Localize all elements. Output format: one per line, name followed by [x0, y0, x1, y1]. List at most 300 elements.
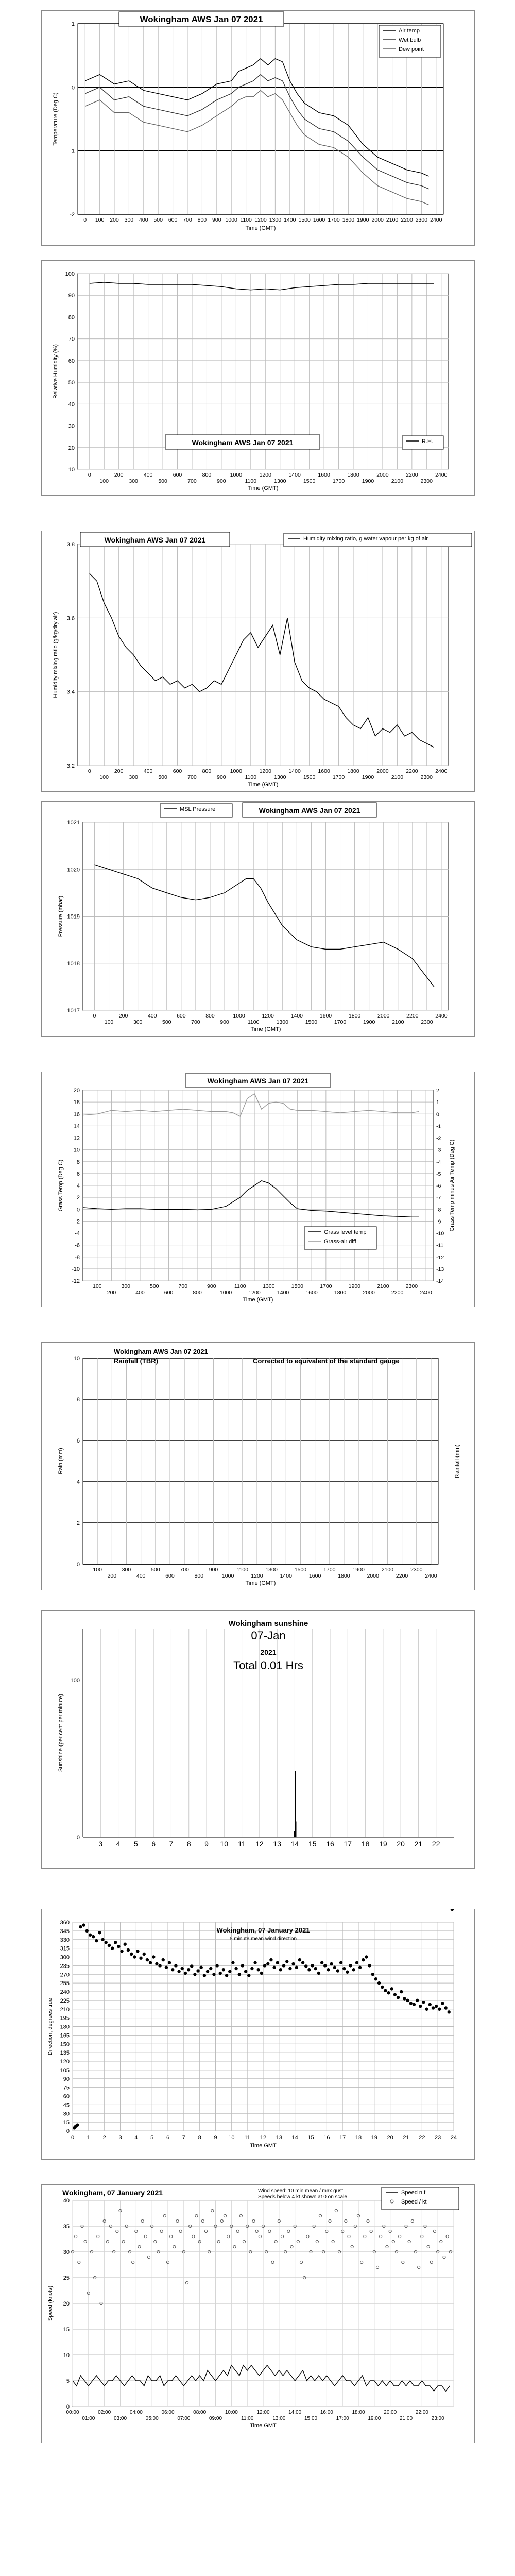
series-line-0: [83, 1181, 419, 1217]
direction-point: [397, 1996, 400, 1999]
x-tick-label: 400: [147, 1013, 157, 1019]
x-tick-label: 02:00: [98, 2410, 111, 2415]
mixing-ratio-chart-panel: [41, 531, 475, 792]
legend-label: Grass level temp: [324, 1229, 367, 1235]
gust-point: [418, 2266, 420, 2268]
x-tick-label: 20:00: [384, 2410, 397, 2415]
direction-point: [212, 1973, 215, 1976]
chart-title: Wokingham sunshine: [228, 1619, 308, 1628]
direction-point: [247, 1974, 250, 1977]
x-tick-label: 1300: [263, 1283, 275, 1290]
y-tick-label: 315: [60, 1945, 70, 1952]
y-tick-label: 3.4: [66, 689, 75, 696]
sunshine-chart-panel: [41, 1610, 475, 1869]
gust-point: [84, 2240, 87, 2243]
gust-point: [173, 2245, 176, 2248]
y-tick-label: 30: [63, 2249, 70, 2256]
x-tick-label: 5: [150, 2134, 154, 2141]
x-tick-label: 1500: [298, 217, 311, 223]
x-tick-label: 23:00: [431, 2416, 444, 2421]
series-line-1: [85, 75, 428, 189]
y-tick-label: 15: [63, 2327, 70, 2333]
gust-point: [154, 2240, 157, 2243]
y-tick-label-right: -2: [436, 1135, 441, 1142]
legend-label: R.H.: [422, 438, 433, 445]
gust-point: [268, 2230, 271, 2232]
x-tick-label: 100: [95, 217, 105, 223]
x-tick-label: 600: [164, 1290, 174, 1296]
x-tick-label: 800: [202, 472, 212, 478]
direction-point: [285, 1960, 288, 1963]
x-tick-label: 13: [276, 2134, 282, 2141]
x-tick-label: 600: [177, 1013, 186, 1019]
direction-point: [111, 1946, 114, 1950]
gust-point: [274, 2240, 277, 2243]
direction-point: [196, 1969, 199, 1972]
x-tick-label: 19:00: [368, 2416, 381, 2421]
wind-speed-chart: [42, 2185, 474, 2443]
x-tick-label: 400: [136, 1573, 146, 1579]
x-tick-label: 1600: [305, 1290, 318, 1296]
gust-point: [122, 2240, 125, 2243]
y-tick-label: -10: [72, 1266, 80, 1273]
direction-point: [187, 1968, 190, 1971]
series-line-1: [83, 1094, 419, 1116]
x-tick-label: 0: [93, 1013, 96, 1019]
rainfall-chart: [42, 1343, 474, 1590]
gust-point: [360, 2261, 363, 2263]
direction-point: [105, 1941, 108, 1944]
direction-point: [250, 1967, 253, 1970]
x-tick-label: 500: [151, 1567, 160, 1573]
gust-point: [75, 2235, 77, 2238]
x-tick-label: 13: [273, 1840, 281, 1848]
y-axis-label: Rain (mm): [58, 1448, 64, 1475]
chart-title: Wokingham AWS Jan 07 2021: [140, 14, 263, 24]
x-tick-label: 3: [98, 1840, 103, 1848]
gust-point: [106, 2240, 109, 2243]
y-tick-label: 0: [76, 1835, 80, 1841]
x-tick-label: 17: [339, 2134, 346, 2141]
direction-point: [234, 1967, 237, 1970]
x-axis-label: Time (GMT): [250, 1026, 281, 1032]
series-line-0: [90, 282, 434, 290]
direction-point: [441, 2002, 444, 2005]
x-tick-label: 9: [214, 2134, 217, 2141]
gust-point: [116, 2230, 118, 2232]
x-tick-label: 06:00: [161, 2410, 175, 2415]
chart-note: Speeds below 4 kt shown at 0 on scale: [258, 2194, 347, 2200]
x-tick-label: 1700: [328, 217, 340, 223]
rainfall-chart-panel: [41, 1342, 475, 1590]
direction-point: [76, 2124, 79, 2127]
x-tick-label: 1600: [319, 1013, 332, 1019]
direction-point: [85, 1929, 89, 1933]
x-tick-label: 1700: [323, 1567, 336, 1573]
y-tick-label: 1018: [67, 960, 80, 967]
y-tick-label: 2: [76, 1520, 80, 1527]
direction-point: [241, 1964, 244, 1967]
x-tick-label: 6: [166, 2134, 170, 2141]
y-tick-label: 1019: [67, 913, 80, 920]
direction-point: [158, 1964, 161, 1967]
x-tick-label: 1400: [290, 1013, 303, 1019]
y-tick-label: -12: [72, 1278, 80, 1284]
series-line-2: [85, 91, 428, 205]
gust-point: [233, 2245, 236, 2248]
y-tick-label-right: 0: [436, 1111, 439, 1118]
direction-point: [355, 1961, 358, 1964]
x-tick-label: 15:00: [304, 2416, 318, 2421]
x-tick-label: 1500: [303, 774, 316, 781]
y-tick-label: -6: [75, 1242, 80, 1249]
direction-point: [384, 1989, 387, 1992]
x-axis-label: Time (GMT): [243, 1297, 273, 1303]
x-tick-label: 14: [290, 1840, 299, 1848]
direction-point: [149, 1961, 152, 1964]
y-tick-label-right: -4: [436, 1159, 441, 1165]
y-tick-label: 50: [68, 380, 75, 386]
y-tick-label: 1: [71, 21, 75, 27]
gust-point: [239, 2214, 242, 2217]
gust-point: [255, 2230, 258, 2232]
gust-point: [408, 2240, 410, 2243]
direction-point: [358, 1966, 362, 1969]
y-tick-label: 225: [60, 1997, 70, 2004]
y-tick-label: 285: [60, 1963, 70, 1970]
x-tick-label: 04:00: [129, 2410, 143, 2415]
direction-point: [143, 1953, 146, 1956]
y-tick-label-right: -12: [436, 1254, 444, 1261]
gust-point: [367, 2219, 369, 2222]
y-tick-label: 45: [63, 2102, 70, 2109]
x-tick-label: 1800: [338, 1573, 350, 1579]
gust-point: [224, 2214, 226, 2217]
direction-point: [416, 1999, 419, 2002]
direction-point: [362, 1958, 365, 1961]
x-tick-label: 1000: [230, 472, 243, 478]
x-tick-label: 2: [102, 2134, 106, 2141]
direction-point: [263, 1964, 266, 1967]
x-tick-label: 24: [450, 2134, 457, 2141]
x-tick-label: 2000: [371, 217, 384, 223]
x-tick-label: 1400: [277, 1290, 289, 1296]
x-tick-label: 1200: [262, 1013, 274, 1019]
chart-subtitle: Rainfall (TBR): [114, 1357, 158, 1365]
x-tick-label: 2100: [391, 478, 404, 484]
x-tick-label: 2000: [376, 472, 389, 478]
direction-point: [139, 1957, 142, 1960]
direction-point: [320, 1961, 323, 1964]
direction-point: [165, 1966, 168, 1969]
legend-label: Grass-air diff: [324, 1239, 356, 1245]
direction-point: [124, 1943, 127, 1946]
x-tick-label: 2300: [415, 217, 428, 223]
x-tick-label: 1700: [334, 1019, 347, 1025]
x-tick-label: 500: [150, 1283, 159, 1290]
x-axis-label: Time GMT: [250, 2422, 277, 2429]
direction-point: [342, 1967, 346, 1970]
y-tick-label-right: -5: [436, 1171, 441, 1177]
x-tick-label: 2000: [376, 768, 389, 774]
y-tick-label: 0: [66, 2128, 70, 2134]
direction-point: [184, 1972, 187, 1975]
x-tick-label: 2200: [406, 472, 418, 478]
y-axis-label: Pressure (mbar): [58, 895, 64, 937]
chart-note: Corrected to equivalent of the standard gauge: [253, 1357, 400, 1365]
x-tick-label: 700: [191, 1019, 200, 1025]
x-tick-label: 600: [173, 768, 182, 774]
x-tick-label: 200: [110, 217, 119, 223]
direction-point: [89, 1934, 92, 1937]
x-tick-label: 20: [397, 1840, 405, 1848]
direction-point: [200, 1966, 203, 1969]
gust-point: [97, 2235, 99, 2238]
wind-speed-chart-panel: [41, 2184, 475, 2443]
direction-point: [298, 1958, 301, 1961]
y-tick-label: 1021: [67, 820, 80, 826]
direction-point: [368, 1964, 371, 1967]
grass-temp-chart: [42, 1072, 474, 1307]
y-tick-label: 35: [63, 2224, 70, 2230]
x-tick-label: 1600: [313, 217, 325, 223]
x-tick-label: 7: [182, 2134, 185, 2141]
x-tick-label: 900: [220, 1019, 229, 1025]
y-tick-label: 30: [68, 423, 75, 430]
x-tick-label: 18:00: [352, 2410, 365, 2415]
direction-point: [101, 1938, 104, 1941]
x-tick-label: 1500: [305, 1019, 318, 1025]
direction-point: [438, 2008, 441, 2011]
gust-point: [271, 2261, 274, 2263]
x-tick-label: 0: [71, 2134, 75, 2141]
y-tick-label: 4: [76, 1183, 80, 1189]
direction-point: [393, 1993, 397, 1996]
gust-point: [192, 2235, 195, 2238]
gust-point: [170, 2235, 173, 2238]
y-tick-label: 10: [68, 467, 75, 473]
gust-point: [348, 2235, 350, 2238]
direction-point: [327, 1968, 330, 1971]
y-tick-label-right: 2: [436, 1088, 439, 1094]
direction-point: [333, 1966, 336, 1969]
x-tick-label: 1300: [265, 1567, 278, 1573]
direction-point: [400, 1990, 403, 1993]
x-tick-label: 1200: [251, 1573, 263, 1579]
x-tick-label: 800: [193, 1290, 202, 1296]
legend-label: Speed / kt: [401, 2199, 427, 2205]
x-tick-label: 16: [323, 2134, 330, 2141]
gust-point: [386, 2245, 388, 2248]
direction-point: [114, 1941, 117, 1944]
y-tick-label: 240: [60, 1989, 70, 1995]
humidity-chart: [42, 261, 474, 495]
direction-point: [272, 1966, 276, 1969]
y-tick-label: 3.2: [66, 763, 75, 769]
x-tick-label: 500: [153, 217, 163, 223]
direction-point: [365, 1955, 368, 1958]
chart-title: Wokingham AWS Jan 07 2021: [207, 1077, 309, 1085]
y-tick-label: 20: [73, 1088, 80, 1094]
wind-direction-chart-panel: [41, 1909, 475, 2160]
y-tick-label: 1020: [67, 867, 80, 873]
direction-point: [276, 1961, 279, 1964]
direction-point: [419, 2005, 422, 2008]
x-tick-label: 9: [204, 1840, 209, 1848]
x-tick-label: 2300: [420, 478, 433, 484]
y-tick-label: 90: [68, 293, 75, 299]
direction-point: [181, 1967, 184, 1970]
x-tick-label: 1700: [332, 774, 345, 781]
direction-point: [108, 1944, 111, 1947]
y-tick-label-right: -6: [436, 1183, 441, 1189]
y-tick-label: 180: [60, 2024, 70, 2030]
x-tick-label: 100: [93, 1567, 102, 1573]
x-tick-label: 2200: [401, 217, 413, 223]
x-tick-label: 5: [133, 1840, 138, 1848]
x-tick-label: 10:00: [225, 2410, 238, 2415]
direction-point: [381, 1986, 384, 1989]
direction-point: [323, 1964, 327, 1967]
direction-point: [444, 2006, 447, 2009]
y-tick-label-right: -11: [436, 1242, 444, 1249]
gust-point: [78, 2261, 80, 2263]
x-tick-label: 500: [162, 1019, 171, 1025]
x-tick-label: 800: [205, 1013, 215, 1019]
y-tick-label: 20: [63, 2301, 70, 2307]
x-tick-label: 1400: [288, 768, 301, 774]
series-line-0: [95, 865, 434, 987]
direction-point: [291, 1962, 295, 1965]
temperature-chart: [42, 11, 474, 245]
direction-point: [330, 1962, 333, 1965]
y-tick-label-right: -1: [436, 1123, 441, 1130]
direction-point: [295, 1966, 298, 1969]
x-tick-label: 700: [183, 217, 192, 223]
y-tick-label: 14: [73, 1123, 80, 1130]
direction-point: [311, 1964, 314, 1967]
direction-point: [260, 1972, 263, 1975]
x-tick-label: 2200: [406, 1013, 419, 1019]
x-tick-label: 900: [217, 478, 226, 484]
gust-point: [179, 2230, 182, 2232]
humidity-chart-panel: [41, 260, 475, 496]
y-tick-label: 75: [63, 2084, 70, 2091]
x-tick-label: 22:00: [415, 2410, 428, 2415]
x-tick-label: 1700: [332, 478, 345, 484]
x-tick-label: 11:00: [241, 2416, 254, 2421]
x-tick-label: 18: [361, 1840, 370, 1848]
x-tick-label: 2200: [391, 1290, 404, 1296]
direction-point: [349, 1964, 352, 1967]
direction-point: [374, 1977, 377, 1980]
gust-point: [163, 2214, 166, 2217]
temperature-chart-panel: [41, 10, 475, 246]
x-tick-label: 09:00: [209, 2416, 222, 2421]
direction-point: [177, 1970, 180, 1973]
mixing-ratio-chart: [42, 531, 474, 791]
x-tick-label: 1400: [288, 472, 301, 478]
gust-point: [316, 2240, 318, 2243]
x-tick-label: 800: [202, 768, 212, 774]
y-tick-label: 12: [73, 1135, 80, 1142]
chart-title: Wokingham, 07 January 2021: [62, 2189, 163, 2197]
x-tick-label: 1000: [233, 1013, 245, 1019]
x-tick-label: 2200: [406, 768, 418, 774]
direction-point: [168, 1961, 171, 1964]
gust-point: [252, 2219, 255, 2222]
y-tick-label-right: -3: [436, 1147, 441, 1154]
x-tick-label: 1100: [245, 478, 257, 484]
x-tick-label: 21: [403, 2134, 409, 2141]
y-tick-label: 25: [63, 2275, 70, 2281]
chart-subtitle: Wind speed: 10 min mean / max gust: [258, 2188, 344, 2194]
x-tick-label: 1800: [334, 1290, 347, 1296]
x-tick-label: 1500: [303, 478, 316, 484]
direction-point: [390, 1987, 393, 1990]
direction-point: [409, 2002, 413, 2005]
y-tick-label-right: 1: [436, 1099, 439, 1106]
sunshine-total: Total 0.01 Hrs: [233, 1659, 303, 1672]
gust-point: [147, 2256, 150, 2258]
x-tick-label: 1900: [357, 217, 369, 223]
x-tick-label: 1400: [284, 217, 296, 223]
x-tick-label: 1400: [280, 1573, 292, 1579]
gust-point: [236, 2230, 239, 2232]
x-tick-label: 900: [212, 217, 221, 223]
gust-point: [300, 2261, 302, 2263]
gust-point: [211, 2209, 214, 2212]
gust-point: [446, 2235, 449, 2238]
gust-point: [443, 2256, 445, 2258]
direction-point: [253, 1961, 256, 1964]
direction-point: [257, 1968, 260, 1971]
y-tick-label: -4: [75, 1230, 80, 1237]
direction-point: [279, 1968, 282, 1971]
direction-point: [269, 1958, 272, 1961]
gust-point: [287, 2230, 290, 2232]
gust-point: [185, 2281, 188, 2284]
y-tick-label: 5: [66, 2378, 70, 2384]
chart-title: Wokingham AWS Jan 07 2021: [259, 806, 360, 815]
y-axis-label: Sunshine (per cent per minute): [58, 1693, 64, 1772]
gust-point: [364, 2235, 366, 2238]
y-tick-label-right: -13: [436, 1266, 444, 1273]
x-tick-label: 100: [104, 1019, 114, 1025]
direction-point: [225, 1974, 228, 1977]
y-tick-label: 105: [60, 2067, 70, 2074]
gust-point: [176, 2219, 179, 2222]
x-tick-label: 17:00: [336, 2416, 349, 2421]
gust-point: [399, 2235, 401, 2238]
y-tick-label: 255: [60, 1980, 70, 1987]
x-tick-label: 11: [244, 2134, 250, 2141]
direction-point: [288, 1967, 291, 1970]
y-tick-label: 4: [76, 1479, 80, 1485]
x-tick-label: 200: [114, 768, 124, 774]
x-tick-label: 4: [134, 2134, 138, 2141]
chart-title: Wokingham, 07 January 2021: [216, 1926, 310, 1934]
legend-label: Humidity mixing ratio, g water vapour per kg of air: [303, 536, 428, 542]
y-tick-label: -2: [75, 1218, 80, 1225]
x-tick-label: 1000: [221, 1573, 234, 1579]
x-tick-label: 300: [121, 1283, 131, 1290]
x-tick-label: 2000: [363, 1290, 375, 1296]
y-tick-label: 70: [68, 336, 75, 343]
x-tick-label: 600: [168, 217, 178, 223]
y-tick-label: 1017: [67, 1008, 80, 1014]
y-tick-label: -8: [75, 1254, 80, 1261]
